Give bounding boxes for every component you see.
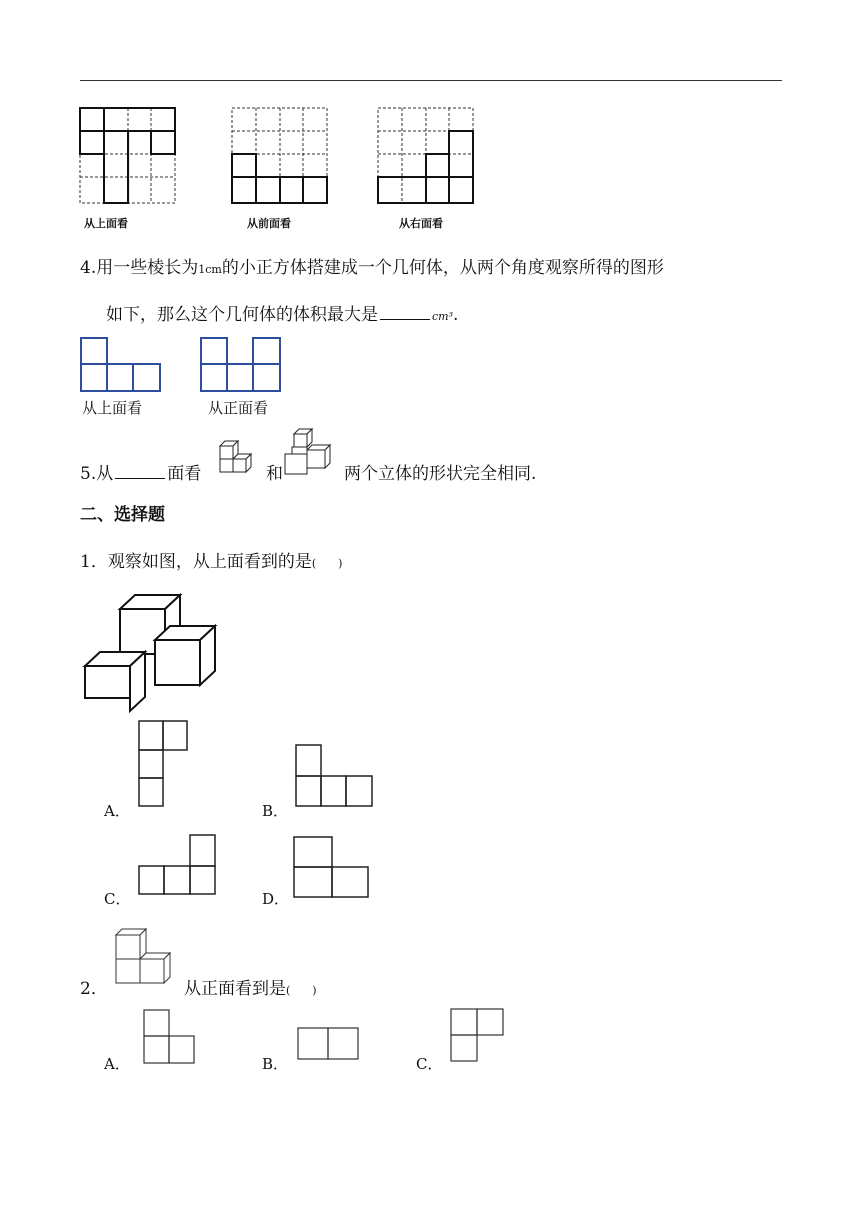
c1-option-a-label[interactable]: A．: [104, 802, 130, 820]
q5-and: 和: [266, 464, 283, 484]
q4-top-view-figure: [80, 337, 164, 395]
q4-text-b: 的小正方体搭建成一个几何体，从两个角度观察所得的图形: [221, 258, 664, 278]
q5-prefix: 5.从: [80, 464, 114, 484]
c2-text: 从正面看到是: [184, 979, 286, 999]
q5-solid-a-figure: [219, 440, 267, 476]
c1-text: 1．观察如图，从上面看到的是: [80, 552, 312, 572]
c2-solid-figure: [112, 927, 182, 989]
q5-suffix: 两个立体的形状完全相同.: [344, 464, 537, 484]
q4-text-c: 如下，那么这个几何体的体积最大是: [106, 305, 378, 325]
c1-option-b-figure[interactable]: [294, 743, 376, 809]
q4-top-caption: 从上面看: [82, 399, 143, 417]
top-view-grid-figure: [80, 108, 180, 208]
front-view-caption: 从前面看: [247, 217, 291, 230]
c2-option-a-figure[interactable]: [142, 1008, 198, 1066]
header-rule: [80, 80, 782, 81]
q4-answer-blank[interactable]: [380, 305, 430, 320]
c2-option-b-label[interactable]: B．: [262, 1055, 289, 1073]
c2-number: 2．: [80, 979, 108, 999]
c2-answer-paren[interactable]: ( ): [286, 984, 317, 997]
top-view-caption: 从上面看: [84, 217, 128, 230]
right-view-grid-figure: [378, 108, 478, 208]
q4-text-a: 4.用一些棱长为: [80, 258, 199, 278]
q4-period: .: [453, 305, 459, 325]
q5-solid-b-figure: [284, 428, 336, 478]
section-title: 二、选择题: [80, 505, 165, 525]
c2-option-c-label[interactable]: C．: [416, 1055, 443, 1073]
c1-option-c-figure[interactable]: [137, 833, 219, 897]
q4-front-view-figure: [200, 337, 284, 395]
c1-option-c-label[interactable]: C．: [104, 890, 131, 908]
c1-option-a-figure[interactable]: [137, 719, 193, 809]
c2-option-a-label[interactable]: A．: [104, 1055, 130, 1073]
c2-option-b-figure[interactable]: [296, 1026, 362, 1062]
c1-question: [80, 547, 342, 572]
q4-line2: [106, 300, 458, 325]
c1-answer-paren[interactable]: ( ): [311, 557, 343, 570]
q5-mid: 面看: [167, 464, 202, 484]
q4-line1: [80, 253, 664, 278]
front-view-grid-figure: [232, 108, 332, 208]
c1-option-d-figure[interactable]: [292, 835, 372, 899]
c1-solid-figure: [80, 594, 220, 702]
q4-front-caption: 从正面看: [208, 399, 269, 417]
c2-question: [184, 974, 317, 999]
c1-option-b-label[interactable]: B．: [262, 802, 289, 820]
q4-unit-cm3: cm³: [432, 310, 454, 323]
c1-option-d-label[interactable]: D．: [262, 890, 290, 908]
q5-line: [80, 459, 201, 484]
c2-option-c-figure[interactable]: [449, 1007, 507, 1063]
right-view-caption: 从右面看: [399, 217, 443, 230]
q5-answer-blank[interactable]: [115, 464, 165, 479]
q4-unit-1cm: 1cm: [198, 263, 222, 276]
